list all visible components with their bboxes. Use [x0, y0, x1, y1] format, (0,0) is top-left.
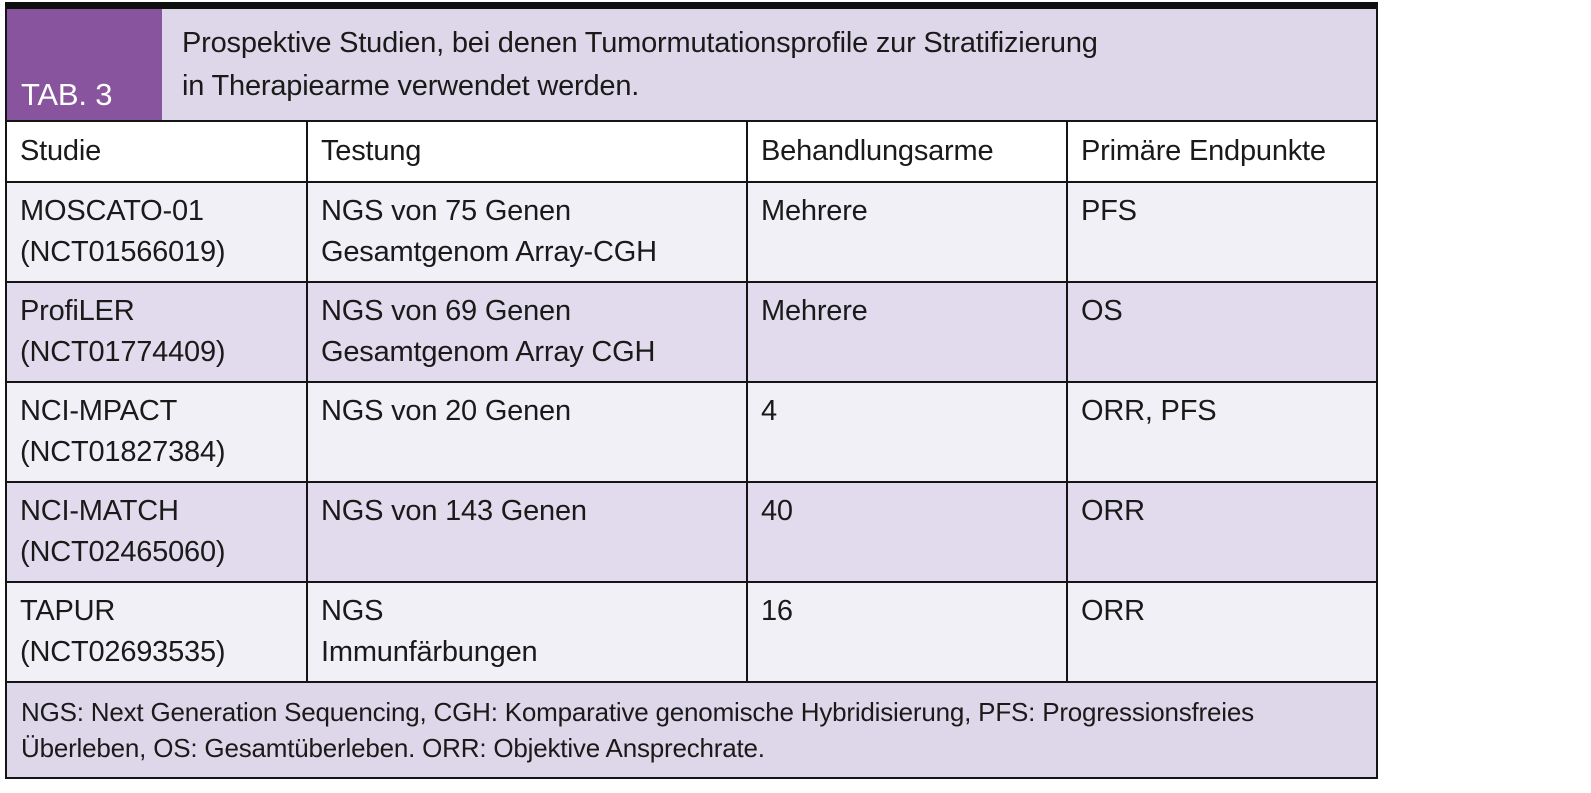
testing-line1: NGS von 143 Genen: [321, 495, 587, 527]
testing-line1: NGS: [321, 595, 384, 627]
cell-testing: [306, 283, 746, 381]
study-nct-id: (NCT01827384): [20, 436, 226, 468]
table-row: [7, 281, 1376, 381]
cell-study: [7, 283, 306, 381]
study-nct-id: (NCT02693535): [20, 636, 226, 668]
footnote-line2: Überleben, OS: Gesamtüberleben. ORR: Objektive Ansprechrate.: [21, 733, 765, 763]
testing-line2: Immunfärbungen: [321, 636, 538, 668]
cell-treatment-arms: 16: [746, 583, 1066, 681]
table-number-label: TAB. 3: [21, 76, 113, 112]
clinical-trials-table: [5, 2, 1378, 779]
cell-study: [7, 583, 306, 681]
table-footnote: [7, 681, 1376, 777]
table-number-badge: [7, 9, 162, 120]
study-name: MOSCATO-01: [20, 195, 204, 227]
table-row: [7, 181, 1376, 281]
study-nct-id: (NCT01774409): [20, 336, 226, 368]
testing-line1: NGS von 69 Genen: [321, 295, 571, 327]
column-header-behandlungsarme: Behandlungsarme: [746, 122, 1066, 181]
cell-primary-endpoints: OS: [1066, 283, 1376, 381]
cell-primary-endpoints: ORR: [1066, 583, 1376, 681]
cell-treatment-arms: 4: [746, 383, 1066, 481]
cell-primary-endpoints: ORR, PFS: [1066, 383, 1376, 481]
cell-primary-endpoints: ORR: [1066, 483, 1376, 581]
study-name: NCI-MPACT: [20, 395, 178, 427]
cell-study: [7, 383, 306, 481]
testing-line2: Gesamtgenom Array-CGH: [321, 236, 657, 268]
column-header-primaere-endpunkte: Primäre Endpunkte: [1066, 122, 1376, 181]
footnote-line1: NGS: Next Generation Sequencing, CGH: Komparative genomische Hybridisierung, PFS: Progressionsfreies: [21, 697, 1254, 727]
testing-line2: Gesamtgenom Array CGH: [321, 336, 656, 368]
cell-treatment-arms: Mehrere: [746, 183, 1066, 281]
cell-study: [7, 483, 306, 581]
cell-treatment-arms: Mehrere: [746, 283, 1066, 381]
table-title-line2: in Therapiearme verwendet werden.: [182, 69, 640, 102]
cell-testing: [306, 483, 746, 581]
column-header-studie: Studie: [20, 135, 102, 167]
cell-testing: [306, 183, 746, 281]
table-row: [7, 381, 1376, 481]
table-row: [7, 481, 1376, 581]
column-header-testung: Testung: [306, 122, 746, 181]
table-title: [162, 9, 1376, 120]
table-title-line1: Prospektive Studien, bei denen Tumormutationsprofile zur Stratifizierung: [182, 26, 1098, 59]
cell-treatment-arms: 40: [746, 483, 1066, 581]
cell-study: [7, 183, 306, 281]
table-column-header-row: [7, 120, 1376, 181]
study-name: NCI-MATCH: [20, 495, 179, 527]
study-nct-id: (NCT01566019): [20, 236, 226, 268]
cell-testing: [306, 583, 746, 681]
cell-testing: [306, 383, 746, 481]
table-row: [7, 581, 1376, 681]
study-name: ProfiLER: [20, 295, 135, 327]
table-header-band: [7, 9, 1376, 120]
testing-line1: NGS von 75 Genen: [321, 195, 571, 227]
testing-line1: NGS von 20 Genen: [321, 395, 571, 427]
study-name: TAPUR: [20, 595, 116, 627]
study-nct-id: (NCT02465060): [20, 536, 226, 568]
cell-primary-endpoints: PFS: [1066, 183, 1376, 281]
